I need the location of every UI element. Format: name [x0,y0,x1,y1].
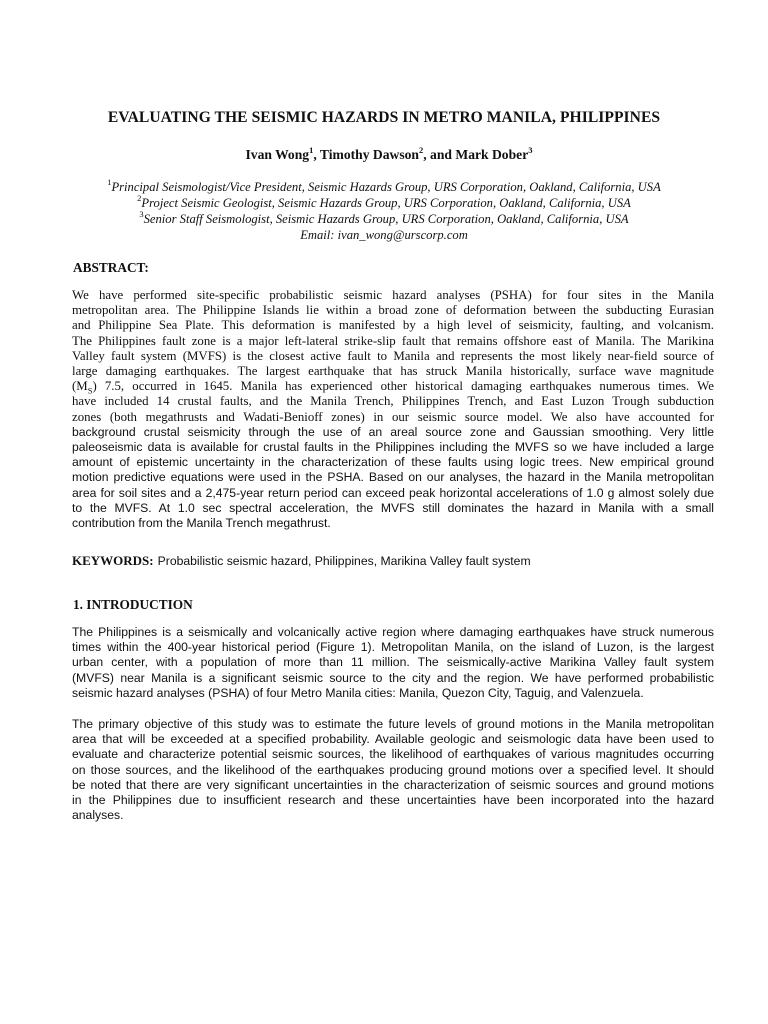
magnitude-subscript: S [87,385,93,396]
introduction-paragraph-2 [72,717,714,823]
abstract-line: background crustal seismicity through the use of an areal source zone and Gaussian smoothing. Very little [72,424,714,439]
author-sup: 3 [528,145,533,155]
author-name: Ivan Wong [245,147,310,162]
affiliation-2 [0,195,768,211]
introduction-heading: 1. INTRODUCTION [73,597,193,612]
abstract-line: The Philippines fault zone is a major left-lateral strike-slip fault that remains offshore east of Manila. The Marikina [72,333,714,348]
affiliation-1 [0,179,768,195]
abstract-body [72,288,714,531]
intro-line: area that will be exceeded at a specified probability. Available geologic and seismologic data have been used to [72,732,714,747]
abstract-line [72,364,714,379]
author-sup: 2 [419,145,424,155]
intro-line: (MVFS) near Manila is a significant seismic source to the city and the region. We have performed probabilistic [72,670,714,685]
abstract-line: metropolitan area. The Philippine Islands lie within a broad zone of deformation between the subducting Eurasian [72,303,714,318]
intro-line: The Philippines is a seismically and volcanically active region where damaging earthquakes have struck numerous [72,625,714,639]
affiliation-text: Project Seismic Geologist, Seismic Hazards Group, URS Corporation, Oakland, California, USA [141,196,631,210]
author-email: Email: ivan_wong@urscorp.com [300,228,468,242]
author-name: Timothy Dawson [319,147,419,162]
abstract-line: $(M_S)$ 7.5, occurred in 1645. Manila has experienced other historical damaging earthquakes numerous times. We [72,379,714,396]
author-line [0,147,768,163]
keywords-label: KEYWORDS: [72,553,154,568]
intro-line: on those sources, and the likelihood of the earthquakes producing ground motions over a specified level. It should [72,762,714,777]
intro-line: seismic hazard analyses (PSHA) of four Metro Manila cities: Manila, Quezon City, Taguig, and Valenzuela. [72,685,644,700]
abstract-line: have included 14 crustal faults, and the Manila Trench, Philippines Trench, and East Luzon Trough subduction [72,394,714,409]
intro-line: urban center, with a population of more than 11 million. The seismically-active Marikina Valley fault system [72,655,714,670]
abstract-line: to the MVFS. At 1.0 sec spectral acceleration, the MVFS still dominates the hazard in Manila with a small [72,500,714,515]
abstract-line: contribution from the Manila Trench megathrust. [72,516,331,531]
intro-line: be noted that there are very significant uncertainties in the characterization of seismic sources and ground motions [72,777,714,792]
affiliation-sup: 2 [137,193,142,203]
abstract-line: motion predictive equations were used in the PSHA. Based on our analyses, the hazard in the Manila metropolitan [72,470,714,485]
intro-line: analyses. [72,808,124,823]
keywords-text: Probabilistic seismic hazard, Philippines, Marikina Valley fault system [157,554,531,568]
magnitude-symbol: M [76,379,88,394]
author-name: Mark Dober [455,147,529,162]
keywords [72,553,531,569]
affiliation-3 [0,211,768,227]
author-separator: , [313,147,320,162]
author-sup: 1 [309,145,314,155]
abstract-line: amount of epistemic uncertainty in the characterization of these faults using logic trees. New empirical ground [72,455,714,470]
abstract-line: area for soil sites and a 2,475-year return period can exceed peak horizontal accelerations of 1.0 g almost solely due [72,485,714,500]
introduction-paragraph-1 [72,625,714,701]
intro-line: in the Philippines due to insufficient research and these uncertainties have been incorporated into the hazard [72,793,714,808]
abstract-line: paleoseismic data is available for crustal faults in the Philippines including the MVFS so we have included a large [72,440,714,455]
paper-title: EVALUATING THE SEISMIC HAZARDS IN METRO MANILA, PHILIPPINES [107,109,661,126]
author-separator: , and [423,147,456,162]
abstract-line: Valley fault system (MVFS) is the closest active fault to Manila and represents the most likely near-field source of [72,348,714,363]
intro-line: times within the 400-year historical period (Figure 1). Metropolitan Manila, on the island of Luzon, is the largest [72,640,714,655]
abstract-line-text: 7.5, occurred in 1645. Manila has experienced other historical damaging earthquakes numerous times. We [104,379,714,394]
abstract-heading: ABSTRACT: [73,260,149,275]
intro-line: evaluate and characterize potential seismic sources, the likelihood of earthquakes of various magnitudes occurring [72,747,714,762]
abstract-line-text: large damaging earthquakes. The largest earthquake that has struck Manila historically, surface wave magnitude [72,364,714,379]
affiliation-sup: 1 [107,177,112,187]
affiliation-text: Principal Seismologist/Vice President, Seismic Hazards Group, URS Corporation, Oakland, California, USA [111,180,661,194]
abstract-line: We have performed site-specific probabilistic seismic hazard analyses (PSHA) for four sites in the Manila [72,288,714,302]
affiliation-sup: 3 [139,209,144,219]
affiliation-text: Senior Staff Seismologist, Seismic Hazards Group, URS Corporation, Oakland, California, USA [143,212,629,226]
abstract-line: and Philippine Sea Plate. This deformation is manifested by a high level of seismicity, faulting, and volcanism. [72,318,714,333]
intro-line: The primary objective of this study was to estimate the future levels of ground motions in the Manila metropolitan [72,717,714,731]
abstract-line: zones (both megathrusts and Wadati-Benioff zones) in our seismic source model. We also have accounted for [72,409,714,424]
